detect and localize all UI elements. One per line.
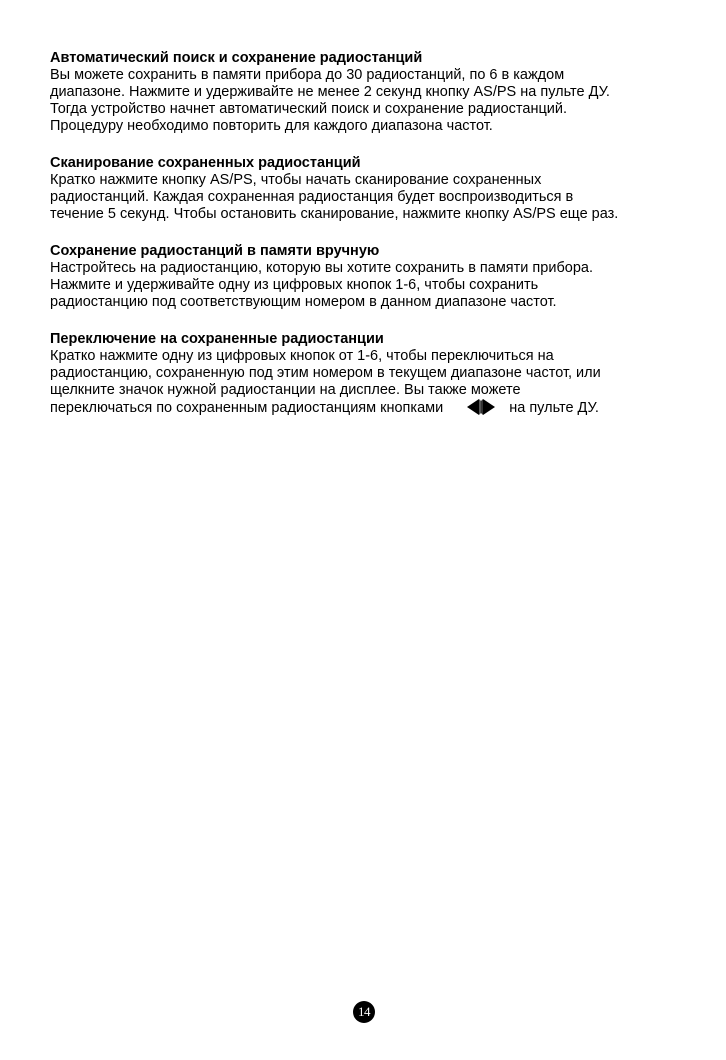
- paragraph-line: радиостанцию под соответствующим номером в данном диапазоне частот.: [50, 294, 557, 310]
- section-heading: Сканирование сохраненных радиостанций: [50, 155, 361, 171]
- paragraph-line: Кратко нажмите кнопку AS/PS, чтобы начать сканирование сохраненных: [50, 172, 542, 188]
- paragraph-line: Нажмите и удерживайте одну из цифровых кнопок 1-6, чтобы сохранить: [50, 277, 539, 293]
- page-number-badge: 14: [353, 1001, 375, 1023]
- paragraph-line: Тогда устройство начнет автоматический поиск и сохранение радиостанций.: [50, 101, 567, 117]
- line-text-after-icon: на пульте ДУ.: [509, 400, 599, 416]
- paragraph-line: диапазоне. Нажмите и удерживайте не менее 2 секунд кнопку AS/PS на пульте ДУ.: [50, 84, 610, 100]
- paragraph-line-with-icon: [50, 399, 690, 420]
- section-scan-stations: [50, 155, 690, 223]
- document-body: [50, 50, 690, 440]
- paragraph-line: радиостанцию, сохраненную под этим номером в текущем диапазоне частот, или: [50, 365, 601, 381]
- paragraph-line: Настройтесь на радиостанцию, которую вы хотите сохранить в памяти прибора.: [50, 260, 593, 276]
- paragraph-line: Вы можете сохранить в памяти прибора до 30 радиостанций, по 6 в каждом: [50, 67, 565, 83]
- paragraph-line: Процедуру необходимо повторить для каждого диапазона частот.: [50, 118, 493, 134]
- section-heading: Переключение на сохраненные радиостанции: [50, 331, 384, 347]
- paragraph-line: Кратко нажмите одну из цифровых кнопок от 1-6, чтобы переключиться на: [50, 348, 554, 364]
- line-text-before-icon: переключаться по сохраненным радиостанциям кнопками: [50, 400, 444, 416]
- paragraph-line: радиостанций. Каждая сохраненная радиостанция будет воспроизводиться в: [50, 189, 574, 205]
- paragraph-line: течение 5 секунд. Чтобы остановить сканирование, нажмите кнопку AS/PS еще раз.: [50, 206, 619, 222]
- section-auto-search: [50, 50, 690, 135]
- section-heading: Сохранение радиостанций в памяти вручную: [50, 243, 380, 259]
- left-right-arrows-icon: [467, 399, 495, 420]
- section-heading: Автоматический поиск и сохранение радиостанций: [50, 50, 423, 66]
- paragraph-line: щелкните значок нужной радиостанции на дисплее. Вы также можете: [50, 382, 521, 398]
- section-switch-stations: [50, 331, 690, 420]
- section-manual-save: [50, 243, 690, 311]
